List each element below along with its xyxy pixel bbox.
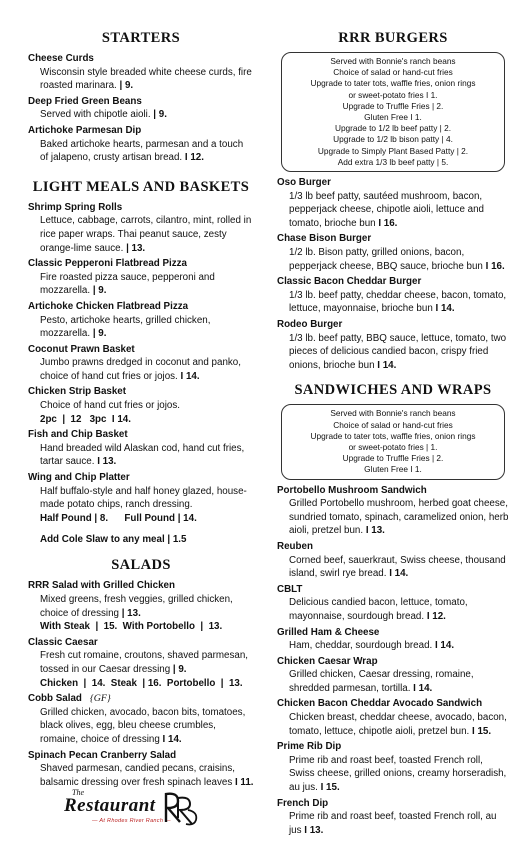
menu-item-name-text: Cobb Salad — [28, 693, 82, 705]
menu-item-name-text: Cheese Curds — [28, 53, 94, 64]
menu-item — [28, 95, 254, 122]
menu-item-price: I 16. — [485, 260, 505, 272]
menu-item-description — [28, 593, 254, 620]
menu-item — [277, 740, 509, 794]
triple-r-brand-icon — [158, 788, 204, 828]
menu-item-price: I 15. — [320, 782, 340, 794]
menu-item-description — [277, 246, 509, 273]
menu-item-description — [28, 214, 254, 255]
sandwiches-title: SANDWICHES AND WRAPS — [294, 382, 492, 399]
menu-item-price: I 12. — [426, 610, 446, 622]
menu-item-name — [28, 636, 254, 650]
menu-item-price: | 13. — [126, 242, 146, 254]
menu-item-name-text: Deep Fried Green Beans — [28, 95, 142, 107]
menu-item-description-text: Shaved parmesan, candied pecans, craisins, balsamic dressing over fresh spinach leaves — [40, 763, 235, 788]
menu-item-description-text: 1/3 lb. beef patty, BBQ sauce, lettuce, tomato, two pieces of delicious candied bacon, crispy fried onions, brioche bun — [289, 332, 507, 371]
menu-item-name-text: Shrimp Spring Rolls — [28, 201, 123, 213]
menu-item-price: I 15. — [472, 725, 492, 737]
menu-item-description — [277, 711, 509, 738]
menu-item — [277, 655, 509, 696]
menu-item-price: | 13. — [121, 607, 141, 619]
note-line: or sweet-potato fries I 1. — [348, 89, 438, 100]
menu-item-price: I 13. — [365, 525, 385, 537]
menu-item-name — [28, 300, 254, 314]
menu-item — [28, 343, 254, 384]
menu-item-description-text: Corned beef, sauerkraut, Swiss cheese, thousand island, swirl rye bread. — [289, 554, 506, 580]
note-line: Upgrade to Truffle Fries | 2. — [342, 453, 444, 464]
menu-item — [28, 636, 254, 690]
menu-item-name — [277, 740, 509, 754]
logo-the: The — [72, 788, 84, 797]
menu-item-price: | 9. — [119, 80, 134, 92]
menu-item-name-text: Spinach Pecan Cranberry Salad — [28, 749, 177, 761]
menu-item-options: Chicken | 14. Steak | 16. Portobello | 13. — [40, 677, 243, 689]
menu-item — [277, 484, 509, 538]
menu-item-name — [28, 201, 254, 215]
menu-item-name-text: Artichoke Parmesan Dip — [28, 124, 142, 136]
menu-item-description-text: Fresh cut romaine, croutons, shaved parmesan, tossed in our Caesar dressing — [40, 650, 249, 675]
menu-item-name-text: Rodeo Burger — [277, 318, 343, 330]
starters-title: STARTERS — [101, 30, 181, 46]
menu-item-description — [277, 810, 509, 837]
menu-item-description-text: Grilled chicken, avocado, bacon bits, tomatoes, black olives, egg, bleu cheese crumbles, romaine, choice of dressing — [40, 706, 246, 745]
menu-item-name — [28, 95, 254, 109]
menu-item-price: I 14. — [180, 370, 200, 382]
menu-item-description-text: Chicken breast, cheddar cheese, avocado, bacon, tomato, lettuce, chipotle aioli, pretzel bun. — [289, 712, 507, 737]
menu-item-name-text: Coconut Prawn Basket — [28, 343, 135, 355]
menu-item-name-text: Reuben — [277, 540, 313, 552]
note-line: Gluten Free I 1. — [364, 112, 422, 123]
burgers-title: RRR BURGERS — [338, 30, 448, 46]
menu-item-name-text: Classic Bacon Cheddar Burger — [277, 276, 422, 288]
menu-item-name-text: Wing and Chip Platter — [28, 472, 130, 484]
menu-item-name-text: RRR Salad with Grilled Chicken — [28, 580, 175, 592]
menu-item-name-text: Classic Pepperoni Flatbread Pizza — [28, 258, 187, 270]
menu-item-price: I 14. — [435, 303, 455, 315]
menu-item — [28, 257, 254, 298]
light-meals-list — [28, 201, 254, 526]
menu-item-options: Half Pound | 8. Full Pound | 14. — [40, 512, 197, 524]
menu-item-name-text: Grilled Ham & Cheese — [277, 626, 380, 638]
menu-item-description — [277, 190, 509, 231]
menu-item — [277, 626, 509, 653]
gluten-free-tag: {GF} — [89, 693, 111, 705]
note-line: Gluten Free I 1. — [364, 464, 422, 475]
menu-item-description — [28, 762, 254, 789]
menu-item-price: | 9. — [92, 328, 107, 340]
menu-item — [277, 318, 509, 372]
menu-item-name — [277, 797, 509, 811]
note-line: Upgrade to tater tots, waffle fries, onion rings — [310, 78, 476, 89]
menu-item-description-text: Ham, cheddar, sourdough bread. — [289, 640, 433, 652]
menu-item-name-text: Classic Caesar — [28, 636, 98, 648]
cole-slaw-addon: Add Cole Slaw to any meal | 1.5 — [40, 534, 187, 546]
menu-item-name-text: Chase Bison Burger — [277, 233, 372, 245]
menu-item — [28, 52, 254, 93]
menu-item-description-text: 1/3 lb beef patty, sautéed mushroom, bacon, pepperjack cheese, chipotle aioli, lettuce and tomato, brioche bun — [289, 190, 484, 229]
menu-item-description-text: Prime rib and roast beef, toasted French roll, Swiss cheese, grilled onions, creamy horseradish, au jus. — [289, 754, 507, 794]
menu-item — [277, 540, 509, 581]
sandwiches-list — [277, 484, 509, 838]
note-line: Upgrade to 1/2 lb beef patty | 2. — [334, 123, 452, 134]
menu-item — [28, 124, 254, 165]
menu-item-description — [28, 271, 254, 298]
menu-item-name — [277, 318, 509, 332]
menu-item-description-text: Hand breaded wild Alaskan cod, hand cut fries, tartar sauce. — [40, 442, 245, 468]
menu-item-name — [277, 176, 509, 190]
salads-list — [28, 579, 254, 789]
menu-item-description-text: Baked artichoke hearts, parmesan and a touch of jalapeno, crusty artisan bread. — [40, 138, 244, 164]
menu-item-description-text: 1/3 lb. beef patty, cheddar cheese, bacon, tomato, lettuce, mayonnaise, brioche bun — [289, 289, 507, 315]
note-line: Choice of salad or hand-cut fries — [333, 419, 453, 430]
menu-item-price: I 14. — [377, 359, 397, 371]
menu-item-name — [277, 626, 509, 640]
menu-item-name — [28, 579, 254, 593]
menu-item-options: With Steak | 15. With Portobello | 13. — [40, 621, 223, 633]
menu-item-price: I 14. — [162, 733, 182, 745]
menu-item-price: | 9. — [92, 285, 107, 297]
menu-item-description-text: Mixed greens, fresh veggies, grilled chicken, choice of dressing — [40, 594, 233, 619]
menu-item-description — [277, 668, 509, 695]
menu-item — [277, 176, 509, 230]
menu-item-description-text: Half buffalo-style and half honey glazed, house-made potato chips, ranch dressing. — [40, 485, 247, 511]
menu-item-price: I 16. — [378, 217, 398, 229]
note-line: Add extra 1/3 lb beef patty | 5. — [337, 156, 449, 167]
menu-item-description-text: 1/2 lb. Bison patty, grilled onions, bacon, pepperjack cheese, BBQ sauce, brioche bun — [289, 247, 483, 272]
menu-item-name — [277, 540, 509, 554]
menu-item-description — [277, 596, 509, 623]
menu-item-price: I 11. — [234, 776, 254, 788]
menu-item-description-text: Served with chipotle aioli. — [40, 109, 151, 121]
menu-item — [28, 428, 254, 469]
burgers-list — [277, 176, 509, 372]
menu-item — [277, 583, 509, 624]
menu-item-description-text: Pesto, artichoke hearts, grilled chicken, mozzarella. — [40, 314, 211, 340]
menu-item-name-text: Artichoke Chicken Flatbread Pizza — [28, 300, 189, 312]
menu-item-name — [28, 471, 254, 485]
menu-item-price: I 13. — [97, 456, 117, 468]
menu-item-name — [28, 124, 254, 138]
menu-item-description-text: Lettuce, cabbage, carrots, cilantro, mint, rolled in rice paper wraps. Thai peanut sauce, zesty orange-lime sauce. — [40, 215, 252, 254]
menu-item-name — [28, 428, 254, 442]
menu-item — [277, 232, 509, 273]
menu-item-name — [28, 749, 254, 763]
menu-item-name-text: Portobello Mushroom Sandwich — [277, 484, 427, 496]
menu-item-name-text: Chicken Strip Basket — [28, 386, 127, 398]
note-line: Upgrade to Truffle Fries | 2. — [342, 100, 444, 111]
menu-item — [28, 300, 254, 341]
menu-item-name-text: French Dip — [277, 797, 329, 809]
menu-item-name-text: Chicken Caesar Wrap — [277, 655, 378, 667]
menu-item — [28, 749, 254, 790]
menu-item — [277, 275, 509, 316]
sandwiches-sides-note — [281, 404, 505, 479]
menu-item-name — [277, 232, 509, 246]
menu-item-description-text: Choice of hand cut fries or jojos. — [40, 400, 180, 412]
menu-item-price: I 13. — [304, 824, 324, 836]
menu-item-description — [277, 332, 509, 373]
light-meals-title: LIGHT MEALS AND BASKETS — [32, 178, 250, 195]
menu-item-options: 2pc | 12 3pc I 14. — [40, 413, 131, 425]
menu-item-description — [28, 399, 254, 413]
note-line: Choice of salad or hand-cut fries — [333, 67, 453, 78]
menu-item-description-text: Fire roasted pizza sauce, pepperoni and mozzarella. — [40, 271, 215, 297]
salads-title: SALADS — [111, 557, 171, 574]
menu-item-price: I 14. — [434, 640, 455, 652]
menu-item-description — [277, 554, 509, 581]
menu-item-name — [28, 385, 254, 399]
restaurant-logo — [48, 788, 208, 834]
menu-item-description — [28, 66, 254, 93]
menu-item-description-text: Jumbo prawns dredged in coconut and panko, choice of hand cut fries or jojos. — [40, 357, 241, 382]
note-line: Served with Bonnie's ranch beans — [330, 56, 456, 66]
menu-item — [28, 471, 254, 525]
menu-item-description — [28, 314, 254, 341]
menu-item-name — [28, 257, 254, 271]
menu-item-name — [277, 275, 509, 289]
menu-item-description-text: Delicious candied bacon, lettuce, tomato, mayonnaise, sourdough bread. — [289, 597, 468, 622]
menu-item-description — [28, 706, 254, 747]
menu-item — [28, 385, 254, 426]
menu-item-description — [28, 138, 254, 165]
left-column — [28, 30, 254, 791]
menu-item-name — [277, 484, 509, 498]
menu-item-price: | 9. — [172, 663, 187, 675]
menu-item-description — [277, 289, 509, 316]
menu-item-name — [28, 52, 254, 66]
menu-item — [28, 201, 254, 255]
menu-item-price: I 14. — [389, 568, 409, 580]
menu-item-description — [28, 649, 254, 676]
menu-item-name-text: Chicken Bacon Cheddar Avocado Sandwich — [277, 698, 483, 710]
note-line: or sweet-potato fries | 1. — [348, 441, 438, 452]
menu-item-description — [28, 108, 254, 122]
menu-item-name-text: Oso Burger — [277, 177, 331, 189]
menu-item-name-text: Fish and Chip Basket — [28, 429, 128, 441]
note-line: Upgrade to Simply Plant Based Patty | 2. — [317, 145, 469, 156]
menu-item-name — [28, 343, 254, 357]
menu-item — [277, 697, 509, 738]
menu-item-description-text: Grilled Portobello mushroom, herbed goat cheese, sundried tomato, spinach, caramelized onion, herb aioli, pretzel bun. — [289, 498, 509, 537]
menu-item-description — [277, 497, 509, 538]
menu-item-description-text: Wisconsin style breaded white cheese curds, fire roasted marinara. — [40, 66, 252, 92]
menu-item-description — [28, 356, 254, 383]
menu-item-description — [277, 754, 509, 795]
note-line: Upgrade to tater tots, waffle fries, onion rings — [310, 430, 476, 441]
starters-list — [28, 52, 254, 165]
menu-item-price: I 14. — [413, 682, 433, 694]
menu-item-description-text: Prime rib and roast beef, toasted French roll, au jus — [289, 811, 497, 836]
note-line: Upgrade to 1/2 lb bison patty | 4. — [333, 134, 453, 145]
note-line: Served with Bonnie's ranch beans — [330, 408, 456, 419]
menu-item — [28, 692, 254, 746]
menu-item-description — [28, 485, 254, 512]
menu-item-price: I 12. — [184, 152, 204, 164]
menu-item-name — [277, 583, 509, 597]
menu-item-description-text: Grilled chicken, Caesar dressing, romaine, shredded parmesan, tortilla. — [289, 669, 474, 694]
burgers-sides-note — [281, 52, 505, 172]
menu-item-description — [28, 442, 254, 469]
logo-wordmark: Restaurant — [64, 795, 156, 816]
menu-item-name — [277, 697, 509, 711]
menu-item-name — [277, 655, 509, 669]
menu-item-name-text: Prime Rib Dip — [277, 741, 342, 753]
menu-item-description — [277, 639, 509, 653]
menu-item-name-text: CBLT — [277, 583, 303, 595]
logo-subtitle: — At Rhodes River Ranch — — [92, 818, 171, 824]
menu-item-name — [28, 692, 254, 706]
menu-item — [28, 579, 254, 633]
menu-item-price: | 9. — [153, 109, 167, 121]
right-column — [277, 30, 509, 839]
menu-item — [277, 797, 509, 838]
